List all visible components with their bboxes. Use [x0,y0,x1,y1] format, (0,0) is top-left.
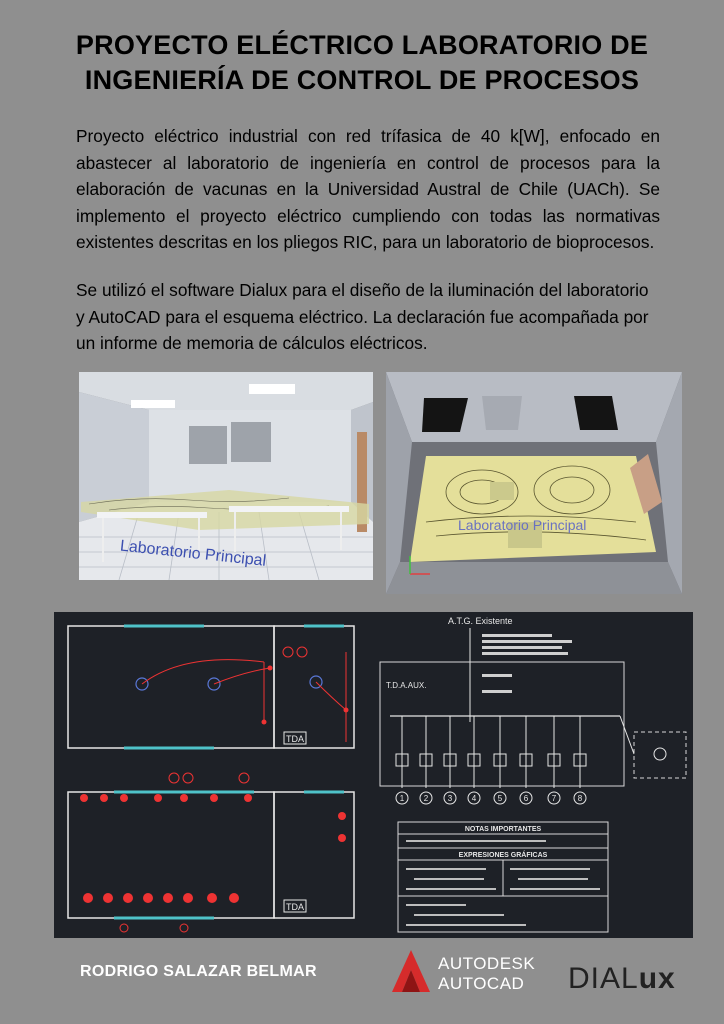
tda-label-upper: TDA [286,734,304,744]
atg-label: A.T.G. Existente [448,616,513,626]
dialux-logo-light: DIAL [568,962,639,995]
autodesk-text: AUTODESK [438,954,536,973]
autocad-text: AUTOCAD [438,974,525,993]
autodesk-autocad-logo [390,948,540,996]
title-line-1: PROYECTO ELÉCTRICO LABORATORIO DE [75,30,649,60]
notes-title: NOTAS IMPORTANTES [464,826,542,833]
cad-drawing-canvas [54,612,693,938]
floor-label-1: Laboratorio Principal [119,537,267,570]
intro-paragraph: Proyecto eléctrico industrial con red trífasica de 40 k[W], enfocado en abastecer al laboratorio de ingeniería en control de procesos para la elaboración de vacunas en la Universidad Austral de Chile (UACh). Se implemento el proyecto eléctrico cumpliendo con todas las normativas existentes descritas en los pliegos RIC, para un laboratorio de bioprocesos. [76,126,660,252]
author-name: RODRIGO SALAZAR BELMAR [80,963,317,980]
software-paragraph: Se utilizó el software Dialux para el diseño de la iluminación del laboratorio y AutoCAD para el esquema eléctrico. La declaración fue acompañada por un informe de memoria de cálculos eléctricos. [76,280,649,353]
lab-render-interior-image [79,372,373,580]
poster-title [40,28,684,98]
floor-label-2: Laboratorio Principal [458,517,587,533]
dialux-logo-bold: ux [638,962,676,995]
circuit-7: 7 [551,794,557,803]
circuit-2: 2 [423,794,429,803]
lab-render-isolux-image [386,372,682,594]
lab-render-isolux [386,372,682,594]
circuit-5: 5 [497,794,503,803]
circuit-1: 1 [399,794,405,803]
circuit-8: 8 [577,794,583,803]
cad-electrical-drawing [54,612,693,938]
tda-aux-label: T.D.A.AUX. [386,681,427,690]
lab-render-interior [79,372,373,580]
expressions-title: EXPRESIONES GRÁFICAS [458,852,548,859]
circuit-4: 4 [471,794,477,803]
tda-label-lower: TDA [286,902,304,912]
autocad-a-icon [390,948,432,994]
circuit-3: 3 [447,794,453,803]
title-line-2: INGENIERÍA DE CONTROL DE PROCESOS [84,65,640,95]
dialux-logo [568,962,676,996]
circuit-6: 6 [523,794,529,803]
